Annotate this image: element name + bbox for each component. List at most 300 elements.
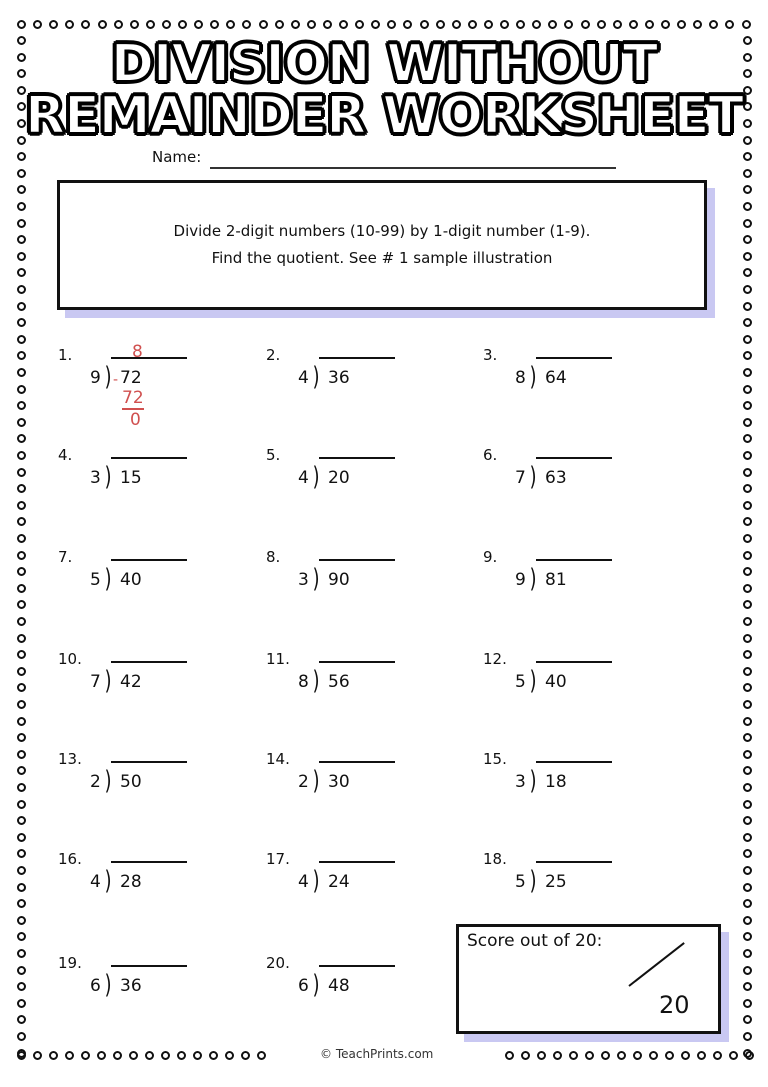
border-dot <box>597 20 606 29</box>
problem-number: 18. <box>483 850 507 868</box>
border-dot <box>17 235 26 244</box>
answer-line[interactable] <box>111 457 187 459</box>
dividend: 72 <box>120 368 142 388</box>
answer-line[interactable] <box>111 661 187 663</box>
border-dot <box>743 468 752 477</box>
border-dot <box>17 484 26 493</box>
border-dot <box>17 418 26 427</box>
division-bracket: ) <box>312 564 320 594</box>
border-dot <box>81 1051 90 1060</box>
border-dot <box>745 1051 754 1060</box>
border-dot <box>500 20 509 29</box>
sample-minus: - <box>113 372 119 388</box>
border-dot <box>17 766 26 775</box>
border-dot <box>743 351 752 360</box>
border-dot <box>681 1051 690 1060</box>
border-dot <box>17 152 26 161</box>
border-dot <box>257 1051 266 1060</box>
border-dot <box>17 999 26 1008</box>
border-dot <box>65 20 74 29</box>
dividend: 36 <box>328 368 350 388</box>
border-dot <box>665 1051 674 1060</box>
answer-line[interactable] <box>319 861 395 863</box>
border-dot <box>743 335 752 344</box>
border-dot <box>371 20 380 29</box>
border-dot <box>743 219 752 228</box>
border-dot <box>743 401 752 410</box>
division-bracket: ) <box>104 564 112 594</box>
answer-line[interactable] <box>111 559 187 561</box>
problem-number: 5. <box>266 446 281 464</box>
border-dot <box>743 551 752 560</box>
border-dot <box>241 1051 250 1060</box>
border-dot <box>743 667 752 676</box>
border-dot <box>743 600 752 609</box>
border-dot <box>742 20 751 29</box>
border-dot <box>617 1051 626 1060</box>
instruction-line-2: Find the quotient. See # 1 sample illustration <box>211 249 553 267</box>
border-dot <box>743 617 752 626</box>
dividend: 15 <box>120 468 142 488</box>
border-dot <box>17 501 26 510</box>
border-dot <box>743 501 752 510</box>
division-bracket: ) <box>104 970 112 1000</box>
border-dot <box>49 20 58 29</box>
border-dot <box>743 1015 752 1024</box>
border-dot <box>743 302 752 311</box>
problem-number: 8. <box>266 548 281 566</box>
problem-number: 4. <box>58 446 73 464</box>
answer-line[interactable] <box>111 761 187 763</box>
dividend: 20 <box>328 468 350 488</box>
border-dot <box>17 567 26 576</box>
border-dot <box>17 634 26 643</box>
border-dot <box>17 899 26 908</box>
border-dot <box>743 368 752 377</box>
divisor: 6 <box>90 976 101 996</box>
dividend: 30 <box>328 772 350 792</box>
border-dot <box>725 20 734 29</box>
problem-number: 13. <box>58 750 82 768</box>
border-dot <box>17 185 26 194</box>
problem-number: 1. <box>58 346 73 364</box>
border-dot <box>743 385 752 394</box>
border-dot <box>505 1051 514 1060</box>
border-dot <box>743 883 752 892</box>
title-line-1: DIVISION WITHOUT <box>110 34 658 94</box>
answer-line[interactable] <box>319 661 395 663</box>
divisor: 3 <box>90 468 101 488</box>
divisor: 8 <box>515 368 526 388</box>
border-dot <box>17 401 26 410</box>
border-dot <box>743 783 752 792</box>
border-dot <box>17 1051 26 1060</box>
problem-number: 12. <box>483 650 507 668</box>
border-dot <box>17 617 26 626</box>
divisor: 3 <box>515 772 526 792</box>
border-dot <box>743 849 752 858</box>
dividend: 25 <box>545 872 567 892</box>
border-dot <box>17 982 26 991</box>
division-bracket: ) <box>529 564 537 594</box>
border-dot <box>114 20 123 29</box>
border-dot <box>743 235 752 244</box>
border-dot <box>629 20 638 29</box>
border-dot <box>17 451 26 460</box>
name-label: Name: <box>152 148 202 166</box>
answer-line[interactable] <box>111 965 187 967</box>
dividend: 42 <box>120 672 142 692</box>
border-dot <box>743 169 752 178</box>
border-dot <box>17 551 26 560</box>
border-dot <box>17 916 26 925</box>
border-dot <box>129 1051 138 1060</box>
border-dot <box>17 700 26 709</box>
footer-copyright: © TeachPrints.com <box>320 1047 434 1061</box>
border-dot <box>17 966 26 975</box>
border-dot <box>661 20 670 29</box>
border-dot <box>436 20 445 29</box>
answer-line[interactable] <box>536 357 612 359</box>
division-bracket: ) <box>312 462 320 492</box>
border-dot <box>17 1015 26 1024</box>
border-dot <box>697 1051 706 1060</box>
border-dot <box>743 717 752 726</box>
division-bracket: ) <box>104 766 112 796</box>
border-dot <box>452 20 461 29</box>
border-dot <box>209 1051 218 1060</box>
border-dot <box>420 20 429 29</box>
border-dot <box>17 932 26 941</box>
dividend: 50 <box>120 772 142 792</box>
border-dot <box>743 833 752 842</box>
border-dot <box>743 252 752 261</box>
division-bracket: ) <box>529 462 537 492</box>
border-dot <box>17 351 26 360</box>
answer-line[interactable] <box>319 559 395 561</box>
border-dot <box>17 883 26 892</box>
border-dot <box>743 766 752 775</box>
border-dot <box>743 916 752 925</box>
border-dot <box>729 1051 738 1060</box>
border-dot <box>17 434 26 443</box>
problem-number: 17. <box>266 850 290 868</box>
border-dot <box>743 584 752 593</box>
border-dot <box>130 20 139 29</box>
border-dot <box>98 20 107 29</box>
division-bracket: ) <box>104 866 112 896</box>
border-dot <box>743 418 752 427</box>
border-dot <box>210 20 219 29</box>
border-dot <box>403 20 412 29</box>
answer-line[interactable] <box>319 761 395 763</box>
border-dot <box>307 20 316 29</box>
answer-line[interactable] <box>111 357 187 359</box>
division-bracket: ) <box>312 766 320 796</box>
divisor: 3 <box>298 570 309 590</box>
border-dot <box>743 152 752 161</box>
border-dot <box>162 20 171 29</box>
border-dot <box>17 1032 26 1041</box>
border-dot <box>17 816 26 825</box>
dividend: 90 <box>328 570 350 590</box>
problem-number: 10. <box>58 650 82 668</box>
border-dot <box>113 1051 122 1060</box>
division-bracket: ) <box>529 666 537 696</box>
division-bracket: ) <box>312 970 320 1000</box>
border-dot <box>532 20 541 29</box>
dividend: 56 <box>328 672 350 692</box>
division-bracket: ) <box>104 666 112 696</box>
border-dot <box>387 20 396 29</box>
border-dot <box>569 1051 578 1060</box>
divisor: 9 <box>515 570 526 590</box>
border-dot <box>743 999 752 1008</box>
border-dot <box>225 1051 234 1060</box>
border-dot <box>17 385 26 394</box>
border-dot <box>17 252 26 261</box>
border-dot <box>17 584 26 593</box>
border-dot <box>17 20 26 29</box>
border-dot <box>17 833 26 842</box>
dividend: 64 <box>545 368 567 388</box>
border-dot <box>709 20 718 29</box>
score-total: 20 <box>659 991 690 1019</box>
border-dot <box>65 1051 74 1060</box>
border-dot <box>17 302 26 311</box>
division-bracket: ) <box>104 462 112 492</box>
border-dot <box>743 318 752 327</box>
dividend: 63 <box>545 468 567 488</box>
sample-quotient: 8 <box>132 342 143 362</box>
border-dot <box>17 949 26 958</box>
answer-line[interactable] <box>536 661 612 663</box>
border-dot <box>484 20 493 29</box>
problem-number: 15. <box>483 750 507 768</box>
border-dot <box>17 517 26 526</box>
dividend: 48 <box>328 976 350 996</box>
border-dot <box>743 750 752 759</box>
border-dot <box>17 169 26 178</box>
border-dot <box>17 849 26 858</box>
dividend: 40 <box>120 570 142 590</box>
border-dot <box>17 318 26 327</box>
border-dot <box>743 949 752 958</box>
division-bracket: ) <box>529 866 537 896</box>
answer-line[interactable] <box>319 357 395 359</box>
title-line-2: REMAINDER WORKSHEET <box>25 86 743 146</box>
dividend: 24 <box>328 872 350 892</box>
border-dot <box>743 733 752 742</box>
division-bracket: ) <box>529 766 537 796</box>
border-dot <box>33 1051 42 1060</box>
answer-line[interactable] <box>319 965 395 967</box>
border-dot <box>17 368 26 377</box>
border-dot <box>743 982 752 991</box>
division-bracket: ) <box>312 362 320 392</box>
border-dot <box>743 517 752 526</box>
divisor: 7 <box>515 468 526 488</box>
divisor: 2 <box>298 772 309 792</box>
problem-number: 11. <box>266 650 290 668</box>
border-dot <box>677 20 686 29</box>
border-dot <box>516 20 525 29</box>
division-bracket: ) <box>312 866 320 896</box>
border-dot <box>743 434 752 443</box>
border-dot <box>743 966 752 975</box>
border-dot <box>161 1051 170 1060</box>
border-dot <box>194 20 203 29</box>
border-dot <box>259 20 268 29</box>
divisor: 9 <box>90 368 101 388</box>
division-bracket: ) <box>104 362 112 392</box>
divisor: 5 <box>515 872 526 892</box>
border-dot <box>743 683 752 692</box>
border-dot <box>17 683 26 692</box>
border-dot <box>323 20 332 29</box>
divisor: 7 <box>90 672 101 692</box>
instruction-line-1: Divide 2-digit numbers (10-99) by 1-digit number (1-9). <box>173 222 591 240</box>
border-dot <box>564 20 573 29</box>
dividend: 28 <box>120 872 142 892</box>
divisor: 5 <box>90 570 101 590</box>
border-dot <box>275 20 284 29</box>
border-dot <box>613 20 622 29</box>
problem-number: 6. <box>483 446 498 464</box>
border-dot <box>17 219 26 228</box>
problem-number: 9. <box>483 548 498 566</box>
border-dot <box>49 1051 58 1060</box>
problem-number: 16. <box>58 850 82 868</box>
border-dot <box>585 1051 594 1060</box>
answer-line[interactable] <box>536 457 612 459</box>
divisor: 8 <box>298 672 309 692</box>
divisor: 4 <box>298 872 309 892</box>
border-dot <box>743 634 752 643</box>
dividend: 18 <box>545 772 567 792</box>
border-dot <box>81 20 90 29</box>
dividend: 81 <box>545 570 567 590</box>
border-dot <box>291 20 300 29</box>
border-dot <box>537 1051 546 1060</box>
score-label: Score out of 20: <box>467 931 603 951</box>
border-dot <box>743 534 752 543</box>
problem-number: 2. <box>266 346 281 364</box>
border-dot <box>743 268 752 277</box>
border-dot <box>17 667 26 676</box>
problem-number: 3. <box>483 346 498 364</box>
border-dot <box>226 20 235 29</box>
border-dot <box>17 468 26 477</box>
border-dot <box>17 534 26 543</box>
border-dot <box>743 800 752 809</box>
sample-subtract: 72 <box>122 388 144 408</box>
border-dot <box>743 484 752 493</box>
division-bracket: ) <box>312 666 320 696</box>
dividend: 36 <box>120 976 142 996</box>
border-dot <box>178 20 187 29</box>
border-dot <box>17 268 26 277</box>
border-dot <box>17 650 26 659</box>
answer-line[interactable] <box>536 559 612 561</box>
border-dot <box>17 750 26 759</box>
border-dot <box>743 899 752 908</box>
border-dot <box>743 932 752 941</box>
name-input-line[interactable] <box>210 167 616 169</box>
problem-number: 14. <box>266 750 290 768</box>
border-dot <box>193 1051 202 1060</box>
answer-line[interactable] <box>319 457 395 459</box>
border-dot <box>146 20 155 29</box>
border-dot <box>633 1051 642 1060</box>
border-dot <box>17 866 26 875</box>
divisor: 6 <box>298 976 309 996</box>
border-dot <box>743 866 752 875</box>
border-dot <box>145 1051 154 1060</box>
dividend: 40 <box>545 672 567 692</box>
border-dot <box>743 700 752 709</box>
border-dot <box>601 1051 610 1060</box>
score-box <box>456 924 721 1034</box>
border-dot <box>17 800 26 809</box>
border-dot <box>743 451 752 460</box>
border-dot <box>743 650 752 659</box>
divisor: 4 <box>298 468 309 488</box>
border-dot <box>743 816 752 825</box>
sample-remainder: 0 <box>130 410 141 430</box>
score-slash <box>628 942 684 987</box>
border-dot <box>581 20 590 29</box>
border-dot <box>17 733 26 742</box>
border-dot <box>553 1051 562 1060</box>
border-dot <box>468 20 477 29</box>
border-dot <box>743 185 752 194</box>
border-dot <box>355 20 364 29</box>
divisor: 4 <box>90 872 101 892</box>
border-dot <box>548 20 557 29</box>
border-dot <box>17 285 26 294</box>
border-dot <box>33 20 42 29</box>
answer-line[interactable] <box>536 761 612 763</box>
answer-line[interactable] <box>111 861 187 863</box>
answer-line[interactable] <box>536 861 612 863</box>
border-dot <box>743 285 752 294</box>
border-dot <box>743 1032 752 1041</box>
border-dot <box>97 1051 106 1060</box>
border-dot <box>17 600 26 609</box>
border-dot <box>743 202 752 211</box>
border-dot <box>645 20 654 29</box>
border-dot <box>17 717 26 726</box>
problem-number: 20. <box>266 954 290 972</box>
border-dot <box>339 20 348 29</box>
border-dot <box>17 202 26 211</box>
border-dot <box>713 1051 722 1060</box>
border-dot <box>17 783 26 792</box>
border-dot <box>743 567 752 576</box>
divisor: 2 <box>90 772 101 792</box>
border-dot <box>177 1051 186 1060</box>
divisor: 4 <box>298 368 309 388</box>
instructions-box <box>57 180 707 310</box>
border-dot <box>242 20 251 29</box>
problem-number: 7. <box>58 548 73 566</box>
division-bracket: ) <box>529 362 537 392</box>
border-dot <box>17 335 26 344</box>
border-dot <box>521 1051 530 1060</box>
border-dot <box>649 1051 658 1060</box>
border-dot <box>693 20 702 29</box>
